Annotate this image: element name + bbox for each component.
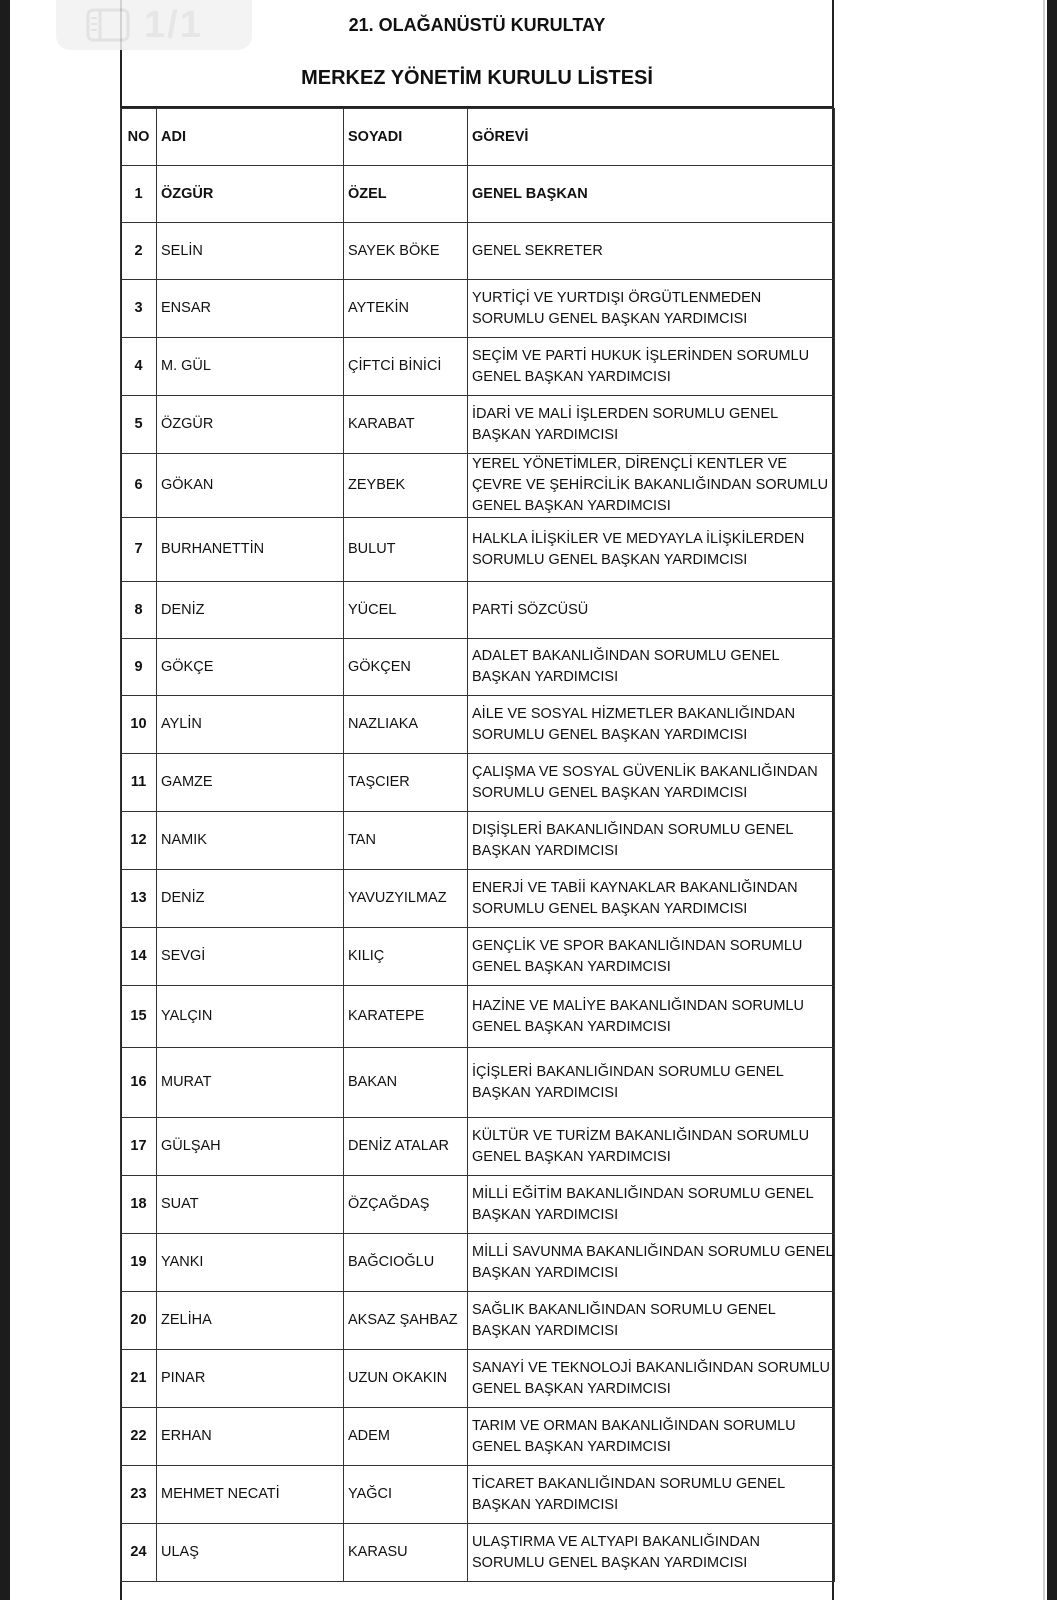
table-row bbox=[121, 696, 835, 754]
cell-no: 20 bbox=[121, 1292, 157, 1350]
cell-soyadi: KILIÇ bbox=[344, 928, 468, 986]
cell-gorevi: ENERJİ VE TABİİ KAYNAKLAR BAKANLIĞINDAN SORUMLU GENEL BAŞKAN YARDIMCISI bbox=[468, 870, 835, 928]
cell-gorevi: HALKLA İLİŞKİLER VE MEDYAYLA İLİŞKİLERDEN SORUMLU GENEL BAŞKAN YARDIMCISI bbox=[468, 518, 835, 582]
table-row bbox=[121, 1466, 835, 1524]
cell-soyadi: DENİZ ATALAR bbox=[344, 1118, 468, 1176]
cell-adi: M. GÜL bbox=[157, 338, 344, 396]
column-header-soyadi: SOYADI bbox=[344, 109, 468, 166]
table-row bbox=[121, 986, 835, 1048]
right-edge-line bbox=[1043, 0, 1045, 1600]
table-row bbox=[121, 582, 835, 639]
cell-soyadi: SAYEK BÖKE bbox=[344, 223, 468, 280]
cell-gorevi: MİLLİ SAVUNMA BAKANLIĞINDAN SORUMLU GENEL BAŞKAN YARDIMCISI bbox=[468, 1234, 835, 1292]
cell-no: 23 bbox=[121, 1466, 157, 1524]
left-dark-edge bbox=[0, 0, 10, 1600]
cell-gorevi: KÜLTÜR VE TURİZM BAKANLIĞINDAN SORUMLU GENEL BAŞKAN YARDIMCISI bbox=[468, 1118, 835, 1176]
cell-adi: AYLİN bbox=[157, 696, 344, 754]
cell-soyadi: YAĞCI bbox=[344, 1466, 468, 1524]
cell-no: 10 bbox=[121, 696, 157, 754]
cell-adi: ÖZGÜR bbox=[157, 396, 344, 454]
document-icon bbox=[86, 8, 130, 42]
cell-gorevi: TİCARET BAKANLIĞINDAN SORUMLU GENEL BAŞKAN YARDIMCISI bbox=[468, 1466, 835, 1524]
table-row bbox=[121, 754, 835, 812]
table-row bbox=[121, 1350, 835, 1408]
cell-soyadi: TAN bbox=[344, 812, 468, 870]
cell-no: 9 bbox=[121, 639, 157, 696]
cell-adi: SUAT bbox=[157, 1176, 344, 1234]
cell-gorevi: PARTİ SÖZCÜSÜ bbox=[468, 582, 835, 639]
page-counter: 1/1 bbox=[144, 3, 203, 46]
cell-no: 2 bbox=[121, 223, 157, 280]
column-header-adi: ADI bbox=[157, 109, 344, 166]
cell-adi: ENSAR bbox=[157, 280, 344, 338]
page-indicator[interactable] bbox=[56, 0, 252, 50]
cell-no: 17 bbox=[121, 1118, 157, 1176]
table-row bbox=[121, 1234, 835, 1292]
cell-soyadi: NAZLIAKA bbox=[344, 696, 468, 754]
cell-soyadi: TAŞCIER bbox=[344, 754, 468, 812]
right-dark-edge bbox=[1047, 0, 1057, 1600]
cell-no: 14 bbox=[121, 928, 157, 986]
cell-soyadi: ÖZÇAĞDAŞ bbox=[344, 1176, 468, 1234]
cell-no: 1 bbox=[121, 166, 157, 223]
cell-adi: YANKI bbox=[157, 1234, 344, 1292]
cell-no: 3 bbox=[121, 280, 157, 338]
cell-no: 11 bbox=[121, 754, 157, 812]
document-title-line1: 21. OLAĞANÜSTÜ KURULTAY bbox=[348, 14, 606, 35]
cell-gorevi: SAĞLIK BAKANLIĞINDAN SORUMLU GENEL BAŞKAN YARDIMCISI bbox=[468, 1292, 835, 1350]
cell-soyadi: ZEYBEK bbox=[344, 454, 468, 518]
cell-adi: ERHAN bbox=[157, 1408, 344, 1466]
members-table bbox=[120, 108, 835, 1582]
cell-soyadi: ADEM bbox=[344, 1408, 468, 1466]
cell-soyadi: AYTEKİN bbox=[344, 280, 468, 338]
table-row bbox=[121, 1048, 835, 1118]
table-row bbox=[121, 518, 835, 582]
cell-adi: GÜLŞAH bbox=[157, 1118, 344, 1176]
cell-soyadi: KARASU bbox=[344, 1524, 468, 1582]
table-row bbox=[121, 396, 835, 454]
cell-gorevi: GENEL SEKRETER bbox=[468, 223, 835, 280]
cell-soyadi: YÜCEL bbox=[344, 582, 468, 639]
cell-adi: DENİZ bbox=[157, 870, 344, 928]
cell-adi: GÖKAN bbox=[157, 454, 344, 518]
cell-no: 7 bbox=[121, 518, 157, 582]
cell-gorevi: İDARİ VE MALİ İŞLERDEN SORUMLU GENEL BAŞKAN YARDIMCISI bbox=[468, 396, 835, 454]
table-row bbox=[121, 223, 835, 280]
table-row bbox=[121, 1408, 835, 1466]
cell-no: 24 bbox=[121, 1524, 157, 1582]
cell-adi: NAMIK bbox=[157, 812, 344, 870]
table-row bbox=[121, 812, 835, 870]
cell-gorevi: TARIM VE ORMAN BAKANLIĞINDAN SORUMLU GENEL BAŞKAN YARDIMCISI bbox=[468, 1408, 835, 1466]
cell-adi: DENİZ bbox=[157, 582, 344, 639]
cell-gorevi: SEÇİM VE PARTİ HUKUK İŞLERİNDEN SORUMLU GENEL BAŞKAN YARDIMCISI bbox=[468, 338, 835, 396]
cell-adi: PINAR bbox=[157, 1350, 344, 1408]
cell-adi: BURHANETTİN bbox=[157, 518, 344, 582]
cell-no: 5 bbox=[121, 396, 157, 454]
cell-adi: MURAT bbox=[157, 1048, 344, 1118]
table-row bbox=[121, 1524, 835, 1582]
cell-adi: GÖKÇE bbox=[157, 639, 344, 696]
cell-soyadi: ÇİFTCİ BİNİCİ bbox=[344, 338, 468, 396]
cell-soyadi: AKSAZ ŞAHBAZ bbox=[344, 1292, 468, 1350]
column-header-no: NO bbox=[121, 109, 157, 166]
cell-soyadi: BAKAN bbox=[344, 1048, 468, 1118]
table-row bbox=[121, 870, 835, 928]
cell-no: 8 bbox=[121, 582, 157, 639]
cell-gorevi: GENÇLİK VE SPOR BAKANLIĞINDAN SORUMLU GENEL BAŞKAN YARDIMCISI bbox=[468, 928, 835, 986]
cell-gorevi: AİLE VE SOSYAL HİZMETLER BAKANLIĞINDAN SORUMLU GENEL BAŞKAN YARDIMCISI bbox=[468, 696, 835, 754]
cell-soyadi: UZUN OKAKIN bbox=[344, 1350, 468, 1408]
cell-no: 15 bbox=[121, 986, 157, 1048]
cell-no: 22 bbox=[121, 1408, 157, 1466]
cell-soyadi: KARABAT bbox=[344, 396, 468, 454]
cell-no: 12 bbox=[121, 812, 157, 870]
cell-no: 19 bbox=[121, 1234, 157, 1292]
cell-gorevi: YURTİÇİ VE YURTDIŞI ÖRGÜTLENMEDEN SORUMLU GENEL BAŞKAN YARDIMCISI bbox=[468, 280, 835, 338]
cell-no: 21 bbox=[121, 1350, 157, 1408]
table-header-row bbox=[121, 109, 835, 166]
cell-soyadi: YAVUZYILMAZ bbox=[344, 870, 468, 928]
cell-no: 4 bbox=[121, 338, 157, 396]
cell-adi: SEVGİ bbox=[157, 928, 344, 986]
cell-gorevi: DIŞİŞLERİ BAKANLIĞINDAN SORUMLU GENEL BAŞKAN YARDIMCISI bbox=[468, 812, 835, 870]
cell-soyadi: ÖZEL bbox=[344, 166, 468, 223]
cell-adi: GAMZE bbox=[157, 754, 344, 812]
cell-gorevi: GENEL BAŞKAN bbox=[468, 166, 835, 223]
cell-gorevi: ADALET BAKANLIĞINDAN SORUMLU GENEL BAŞKAN YARDIMCISI bbox=[468, 639, 835, 696]
cell-adi: MEHMET NECATİ bbox=[157, 1466, 344, 1524]
table-row bbox=[121, 639, 835, 696]
table-row bbox=[121, 454, 835, 518]
table-row bbox=[121, 166, 835, 223]
table-row bbox=[121, 1176, 835, 1234]
table-row bbox=[121, 928, 835, 986]
cell-no: 16 bbox=[121, 1048, 157, 1118]
cell-gorevi: YEREL YÖNETİMLER, DİRENÇLİ KENTLER VE ÇEVRE VE ŞEHİRCİLİK BAKANLIĞINDAN SORUMLU GENEL BAŞKAN YARDIMCISI bbox=[468, 454, 835, 518]
cell-adi: ÖZGÜR bbox=[157, 166, 344, 223]
cell-soyadi: BULUT bbox=[344, 518, 468, 582]
cell-gorevi: HAZİNE VE MALİYE BAKANLIĞINDAN SORUMLU GENEL BAŞKAN YARDIMCISI bbox=[468, 986, 835, 1048]
cell-adi: YALÇIN bbox=[157, 986, 344, 1048]
cell-adi: ULAŞ bbox=[157, 1524, 344, 1582]
table-row bbox=[121, 280, 835, 338]
cell-gorevi: ÇALIŞMA VE SOSYAL GÜVENLİK BAKANLIĞINDAN SORUMLU GENEL BAŞKAN YARDIMCISI bbox=[468, 754, 835, 812]
table-row bbox=[121, 1292, 835, 1350]
cell-no: 18 bbox=[121, 1176, 157, 1234]
cell-gorevi: SANAYİ VE TEKNOLOJİ BAKANLIĞINDAN SORUMLU GENEL BAŞKAN YARDIMCISI bbox=[468, 1350, 835, 1408]
cell-adi: ZELİHA bbox=[157, 1292, 344, 1350]
cell-soyadi: BAĞCIOĞLU bbox=[344, 1234, 468, 1292]
cell-soyadi: GÖKÇEN bbox=[344, 639, 468, 696]
table-row bbox=[121, 1118, 835, 1176]
cell-gorevi: ULAŞTIRMA VE ALTYAPI BAKANLIĞINDAN SORUMLU GENEL BAŞKAN YARDIMCISI bbox=[468, 1524, 835, 1582]
cell-no: 6 bbox=[121, 454, 157, 518]
cell-no: 13 bbox=[121, 870, 157, 928]
cell-adi: SELİN bbox=[157, 223, 344, 280]
document-title-line2: MERKEZ YÖNETİM KURULU LİSTESİ bbox=[120, 50, 834, 108]
table-row bbox=[121, 338, 835, 396]
cell-soyadi: KARATEPE bbox=[344, 986, 468, 1048]
column-header-gorevi: GÖREVİ bbox=[468, 109, 835, 166]
cell-gorevi: İÇİŞLERİ BAKANLIĞINDAN SORUMLU GENEL BAŞKAN YARDIMCISI bbox=[468, 1048, 835, 1118]
cell-gorevi: MİLLİ EĞİTİM BAKANLIĞINDAN SORUMLU GENEL BAŞKAN YARDIMCISI bbox=[468, 1176, 835, 1234]
